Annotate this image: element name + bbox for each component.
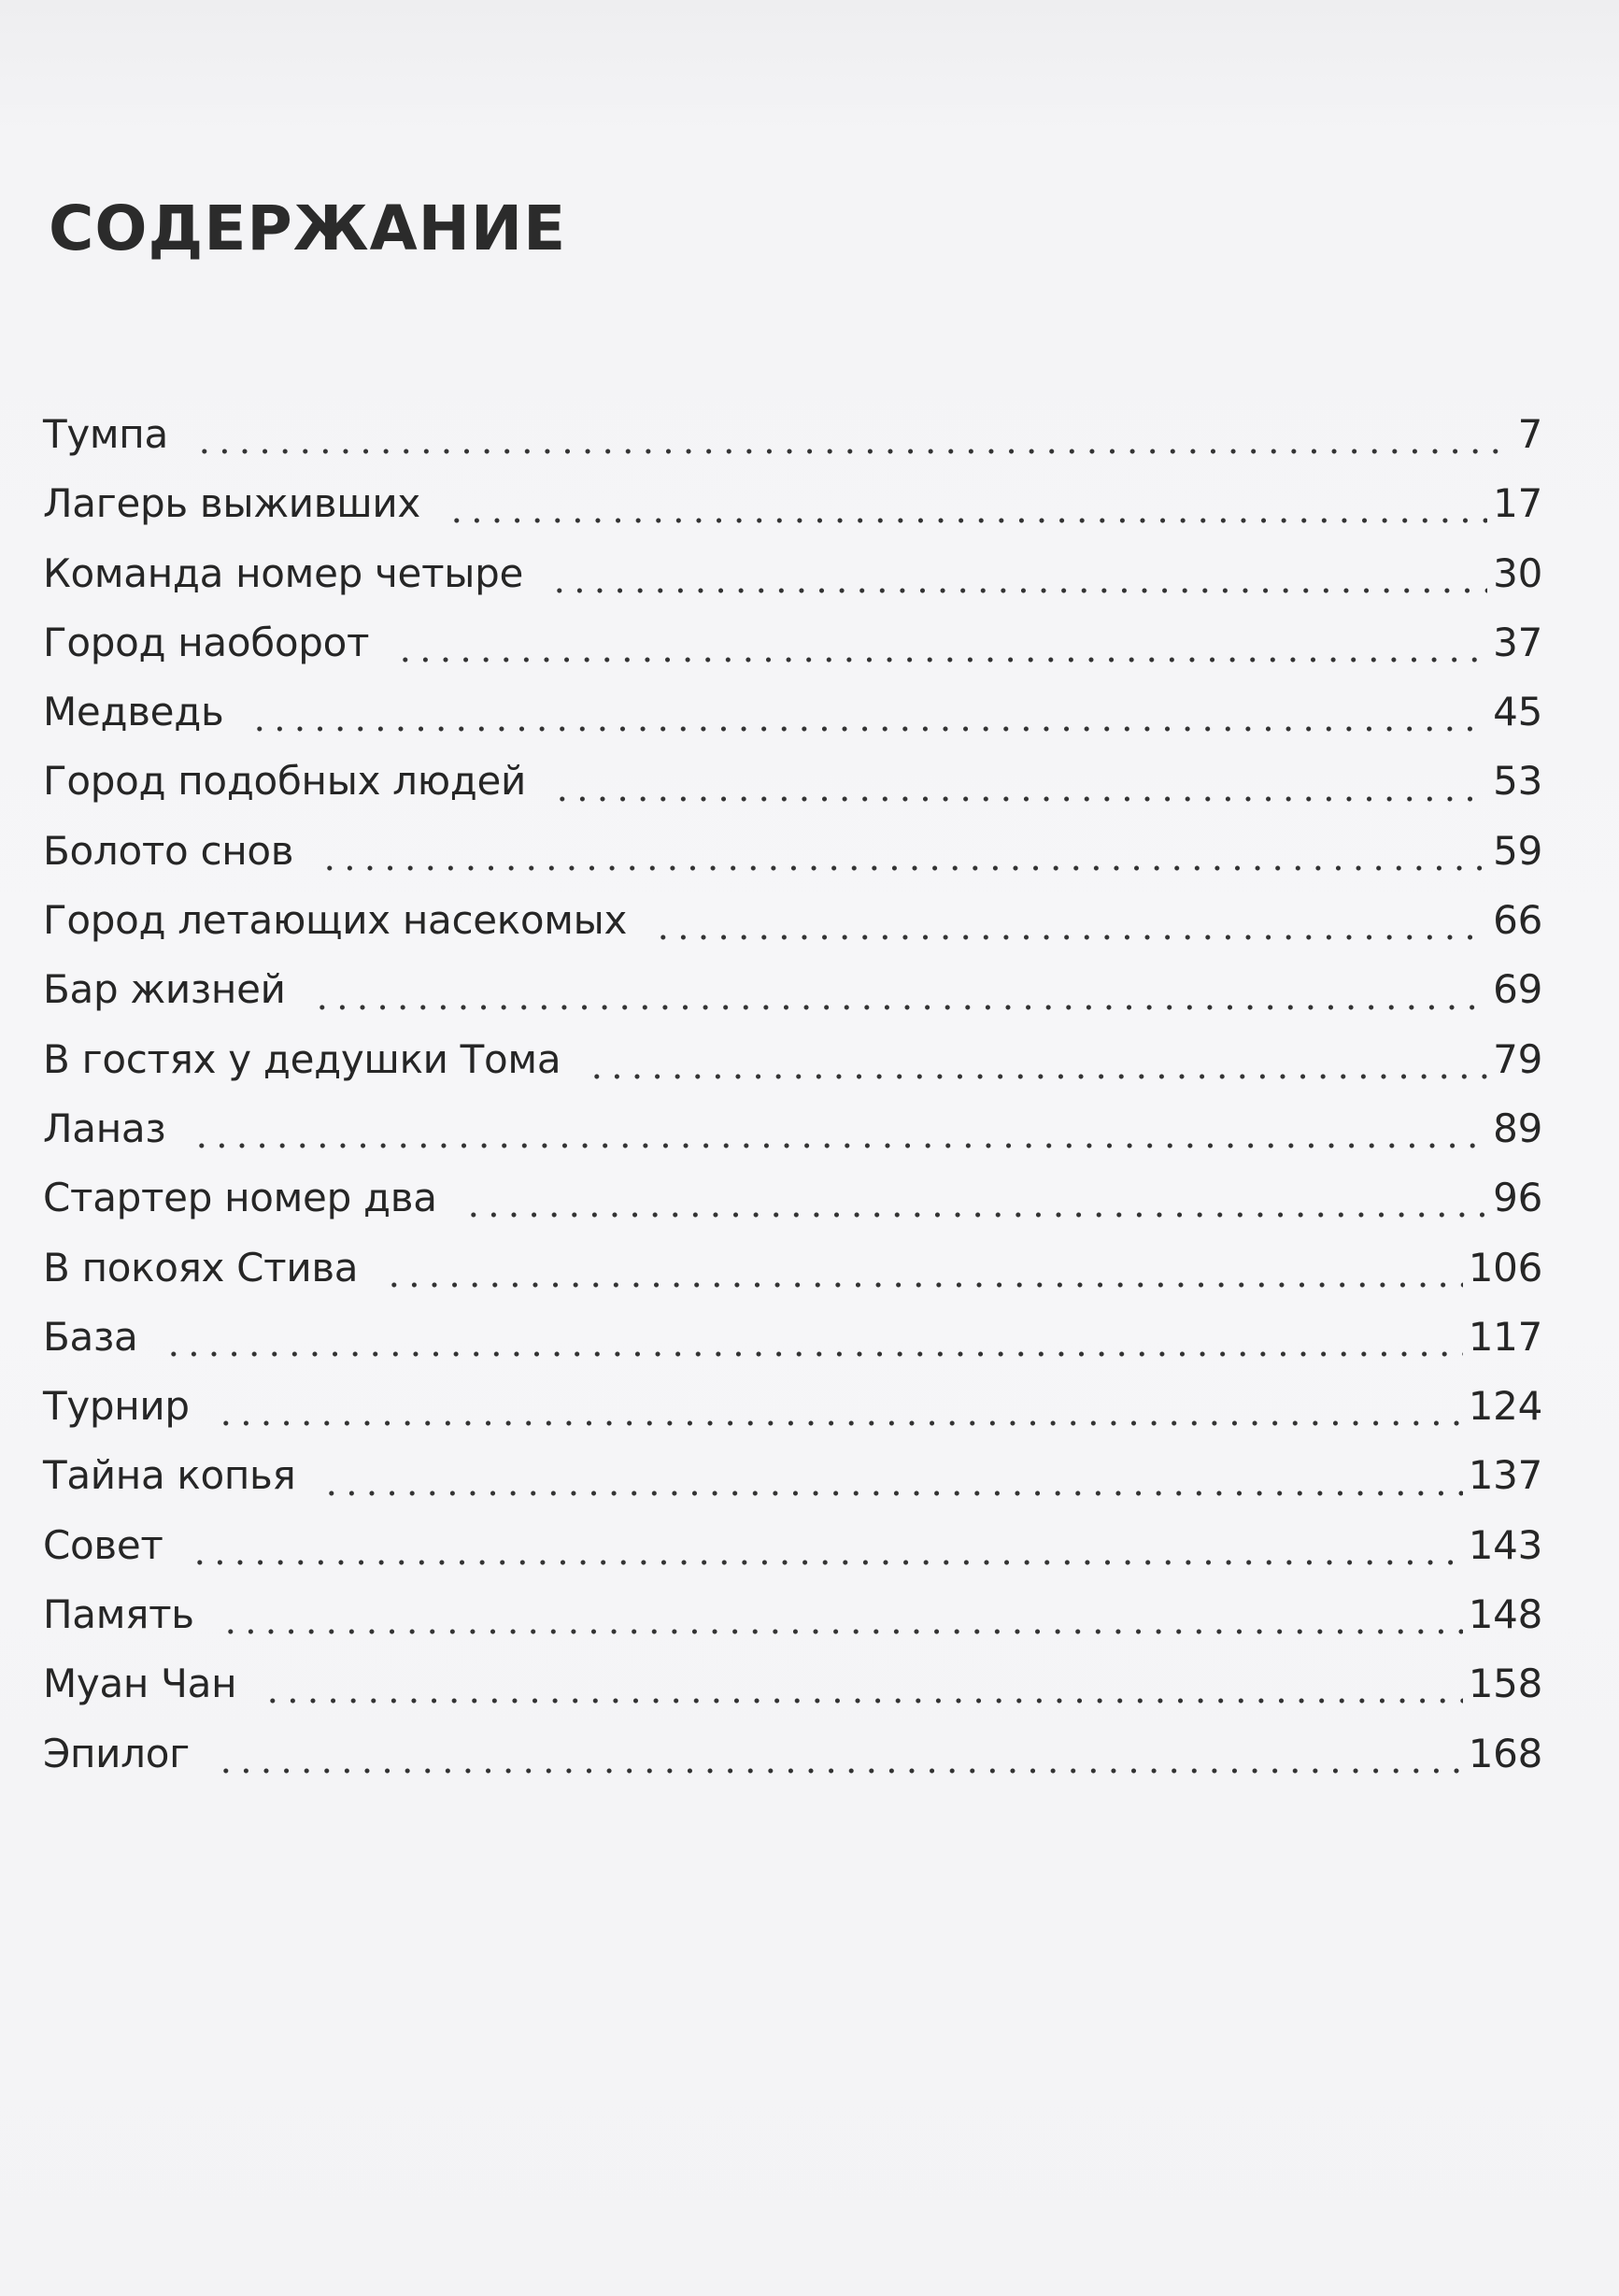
dot-leader bbox=[395, 653, 1487, 666]
toc-entry-page-number: 124 bbox=[1468, 1383, 1542, 1430]
toc-entry-title: Тайна копья bbox=[43, 1452, 296, 1499]
toc-entry-page-number: 137 bbox=[1468, 1452, 1542, 1499]
toc-entry-page-number: 117 bbox=[1468, 1313, 1542, 1360]
toc-entry bbox=[43, 400, 1542, 469]
dot-leader bbox=[552, 792, 1487, 806]
dot-leader bbox=[249, 722, 1487, 735]
toc-entry-title: В гостях у дедушки Тома bbox=[43, 1035, 561, 1082]
toc-entry bbox=[43, 1025, 1542, 1094]
toc-entry-page-number: 143 bbox=[1468, 1521, 1542, 1568]
toc-entry-title: Лагерь выживших bbox=[43, 480, 420, 527]
dot-leader bbox=[220, 1625, 1463, 1638]
toc-entry-title: Команда номер четыре bbox=[43, 549, 523, 596]
dot-leader bbox=[192, 1139, 1487, 1152]
table-of-contents bbox=[43, 400, 1542, 1789]
toc-entry bbox=[43, 955, 1542, 1024]
toc-entry bbox=[43, 886, 1542, 955]
dot-leader bbox=[263, 1694, 1463, 1707]
toc-entry bbox=[43, 608, 1542, 677]
toc-entry-page-number: 17 bbox=[1493, 480, 1542, 527]
toc-entry-page-number: 45 bbox=[1493, 689, 1542, 735]
page-title: СОДЕРЖАНИЕ bbox=[49, 193, 567, 264]
toc-entry-page-number: 7 bbox=[1517, 411, 1542, 457]
dot-leader bbox=[653, 931, 1487, 944]
toc-entry-title: База bbox=[43, 1313, 138, 1360]
toc-entry-page-number: 66 bbox=[1493, 897, 1542, 944]
toc-entry-title: Бар жизней bbox=[43, 966, 286, 1013]
toc-entry-page-number: 96 bbox=[1493, 1175, 1542, 1221]
toc-entry-title: В покоях Стива bbox=[43, 1244, 359, 1291]
toc-entry-title: Турнир bbox=[43, 1383, 190, 1430]
toc-entry bbox=[43, 539, 1542, 608]
toc-entry-page-number: 89 bbox=[1493, 1105, 1542, 1151]
toc-entry bbox=[43, 1649, 1542, 1718]
toc-entry bbox=[43, 469, 1542, 538]
dot-leader bbox=[320, 862, 1487, 875]
dot-leader bbox=[216, 1417, 1463, 1430]
toc-entry-title: Стартер номер два bbox=[43, 1175, 437, 1221]
toc-entry bbox=[43, 1580, 1542, 1649]
dot-leader bbox=[216, 1764, 1463, 1777]
dot-leader bbox=[190, 1556, 1463, 1569]
toc-entry bbox=[43, 1303, 1542, 1372]
dot-leader bbox=[321, 1487, 1462, 1500]
toc-entry-page-number: 69 bbox=[1493, 966, 1542, 1013]
toc-entry bbox=[43, 817, 1542, 886]
toc-entry-title: Город наоборот bbox=[43, 619, 370, 665]
dot-leader bbox=[384, 1278, 1462, 1291]
toc-entry-title: Эпилог bbox=[43, 1730, 190, 1776]
dot-leader bbox=[163, 1348, 1462, 1361]
toc-entry-title: Тумпа bbox=[43, 411, 168, 457]
toc-entry-title: Муан Чан bbox=[43, 1661, 237, 1707]
toc-entry bbox=[43, 1234, 1542, 1303]
toc-entry-title: Болото снов bbox=[43, 827, 294, 874]
toc-entry-page-number: 30 bbox=[1493, 549, 1542, 596]
toc-entry bbox=[43, 1163, 1542, 1233]
toc-entry bbox=[43, 1372, 1542, 1441]
dot-leader bbox=[312, 1001, 1488, 1014]
toc-entry bbox=[43, 747, 1542, 816]
toc-entry-page-number: 148 bbox=[1468, 1591, 1542, 1638]
toc-entry-page-number: 53 bbox=[1493, 758, 1542, 805]
toc-entry-title: Город летающих насекомых bbox=[43, 897, 628, 944]
toc-entry-page-number: 106 bbox=[1468, 1244, 1542, 1291]
toc-entry-page-number: 37 bbox=[1493, 619, 1542, 665]
toc-entry-title: Ланаз bbox=[43, 1105, 166, 1151]
dot-leader bbox=[463, 1208, 1488, 1221]
toc-entry-title: Совет bbox=[43, 1521, 163, 1568]
dot-leader bbox=[587, 1070, 1487, 1083]
toc-entry bbox=[43, 1511, 1542, 1580]
dot-leader bbox=[194, 445, 1512, 458]
toc-entry-page-number: 59 bbox=[1493, 827, 1542, 874]
toc-entry-title: Память bbox=[43, 1591, 194, 1638]
dot-leader bbox=[549, 584, 1487, 597]
toc-entry bbox=[43, 1094, 1542, 1163]
toc-entry-page-number: 158 bbox=[1468, 1661, 1542, 1707]
toc-entry-title: Город подобных людей bbox=[43, 758, 527, 805]
toc-entry-page-number: 168 bbox=[1468, 1730, 1542, 1776]
toc-entry-title: Медведь bbox=[43, 689, 224, 735]
toc-entry bbox=[43, 1719, 1542, 1789]
toc-entry bbox=[43, 677, 1542, 747]
toc-entry bbox=[43, 1441, 1542, 1510]
dot-leader bbox=[447, 514, 1487, 527]
toc-entry-page-number: 79 bbox=[1493, 1035, 1542, 1082]
